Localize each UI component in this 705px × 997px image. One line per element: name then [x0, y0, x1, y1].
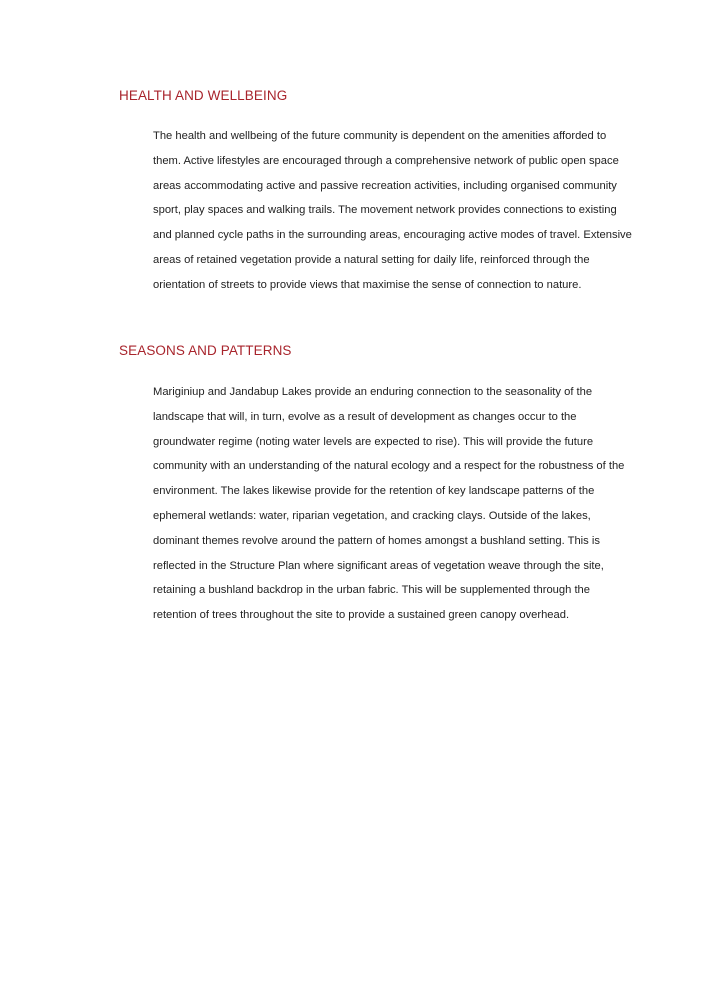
section-paragraph-health-and-wellbeing: The health and wellbeing of the future community is dependent on the amenities afforded to them. Active lifestyles are encouraged through a comprehensive network of public open space areas accommodating active and passive recreation activities, including organised community sport, play spaces and walking trails. The movement network provides connections to existing and planned cycle paths in the surrounding areas, encouraging active modes of travel. Extensive areas of retained vegetation provide a natural setting for daily life, reinforced through the orientation of streets to provide views that maximise the sense of connection to nature.	[153, 130, 632, 291]
section-paragraph-seasons-and-patterns: Mariginiup and Jandabup Lakes provide an enduring connection to the seasonality of the landscape that will, in turn, evolve as a result of development as changes occur to the groundwater regime (noting water levels are expected to rise). This will provide the future community with an understanding of the natural ecology and a respect for the robustness of the environment. The lakes likewise provide for the retention of key landscape patterns of the ephemeral wetlands: water, riparian vegetation, and cracking clays. Outside of the lakes, dominant themes revolve around the pattern of homes amongst a bushland setting. This is reflected in the Structure Plan where significant areas of vegetation weave through the site, retaining a bushland backdrop in the urban fabric. This will be supplemented through the retention of trees throughout the site to provide a sustained green canopy overhead.	[153, 386, 625, 622]
section-heading-health-and-wellbeing: HEALTH AND WELLBEING	[119, 88, 288, 103]
section-heading-seasons-and-patterns: SEASONS AND PATTERNS	[119, 343, 292, 358]
